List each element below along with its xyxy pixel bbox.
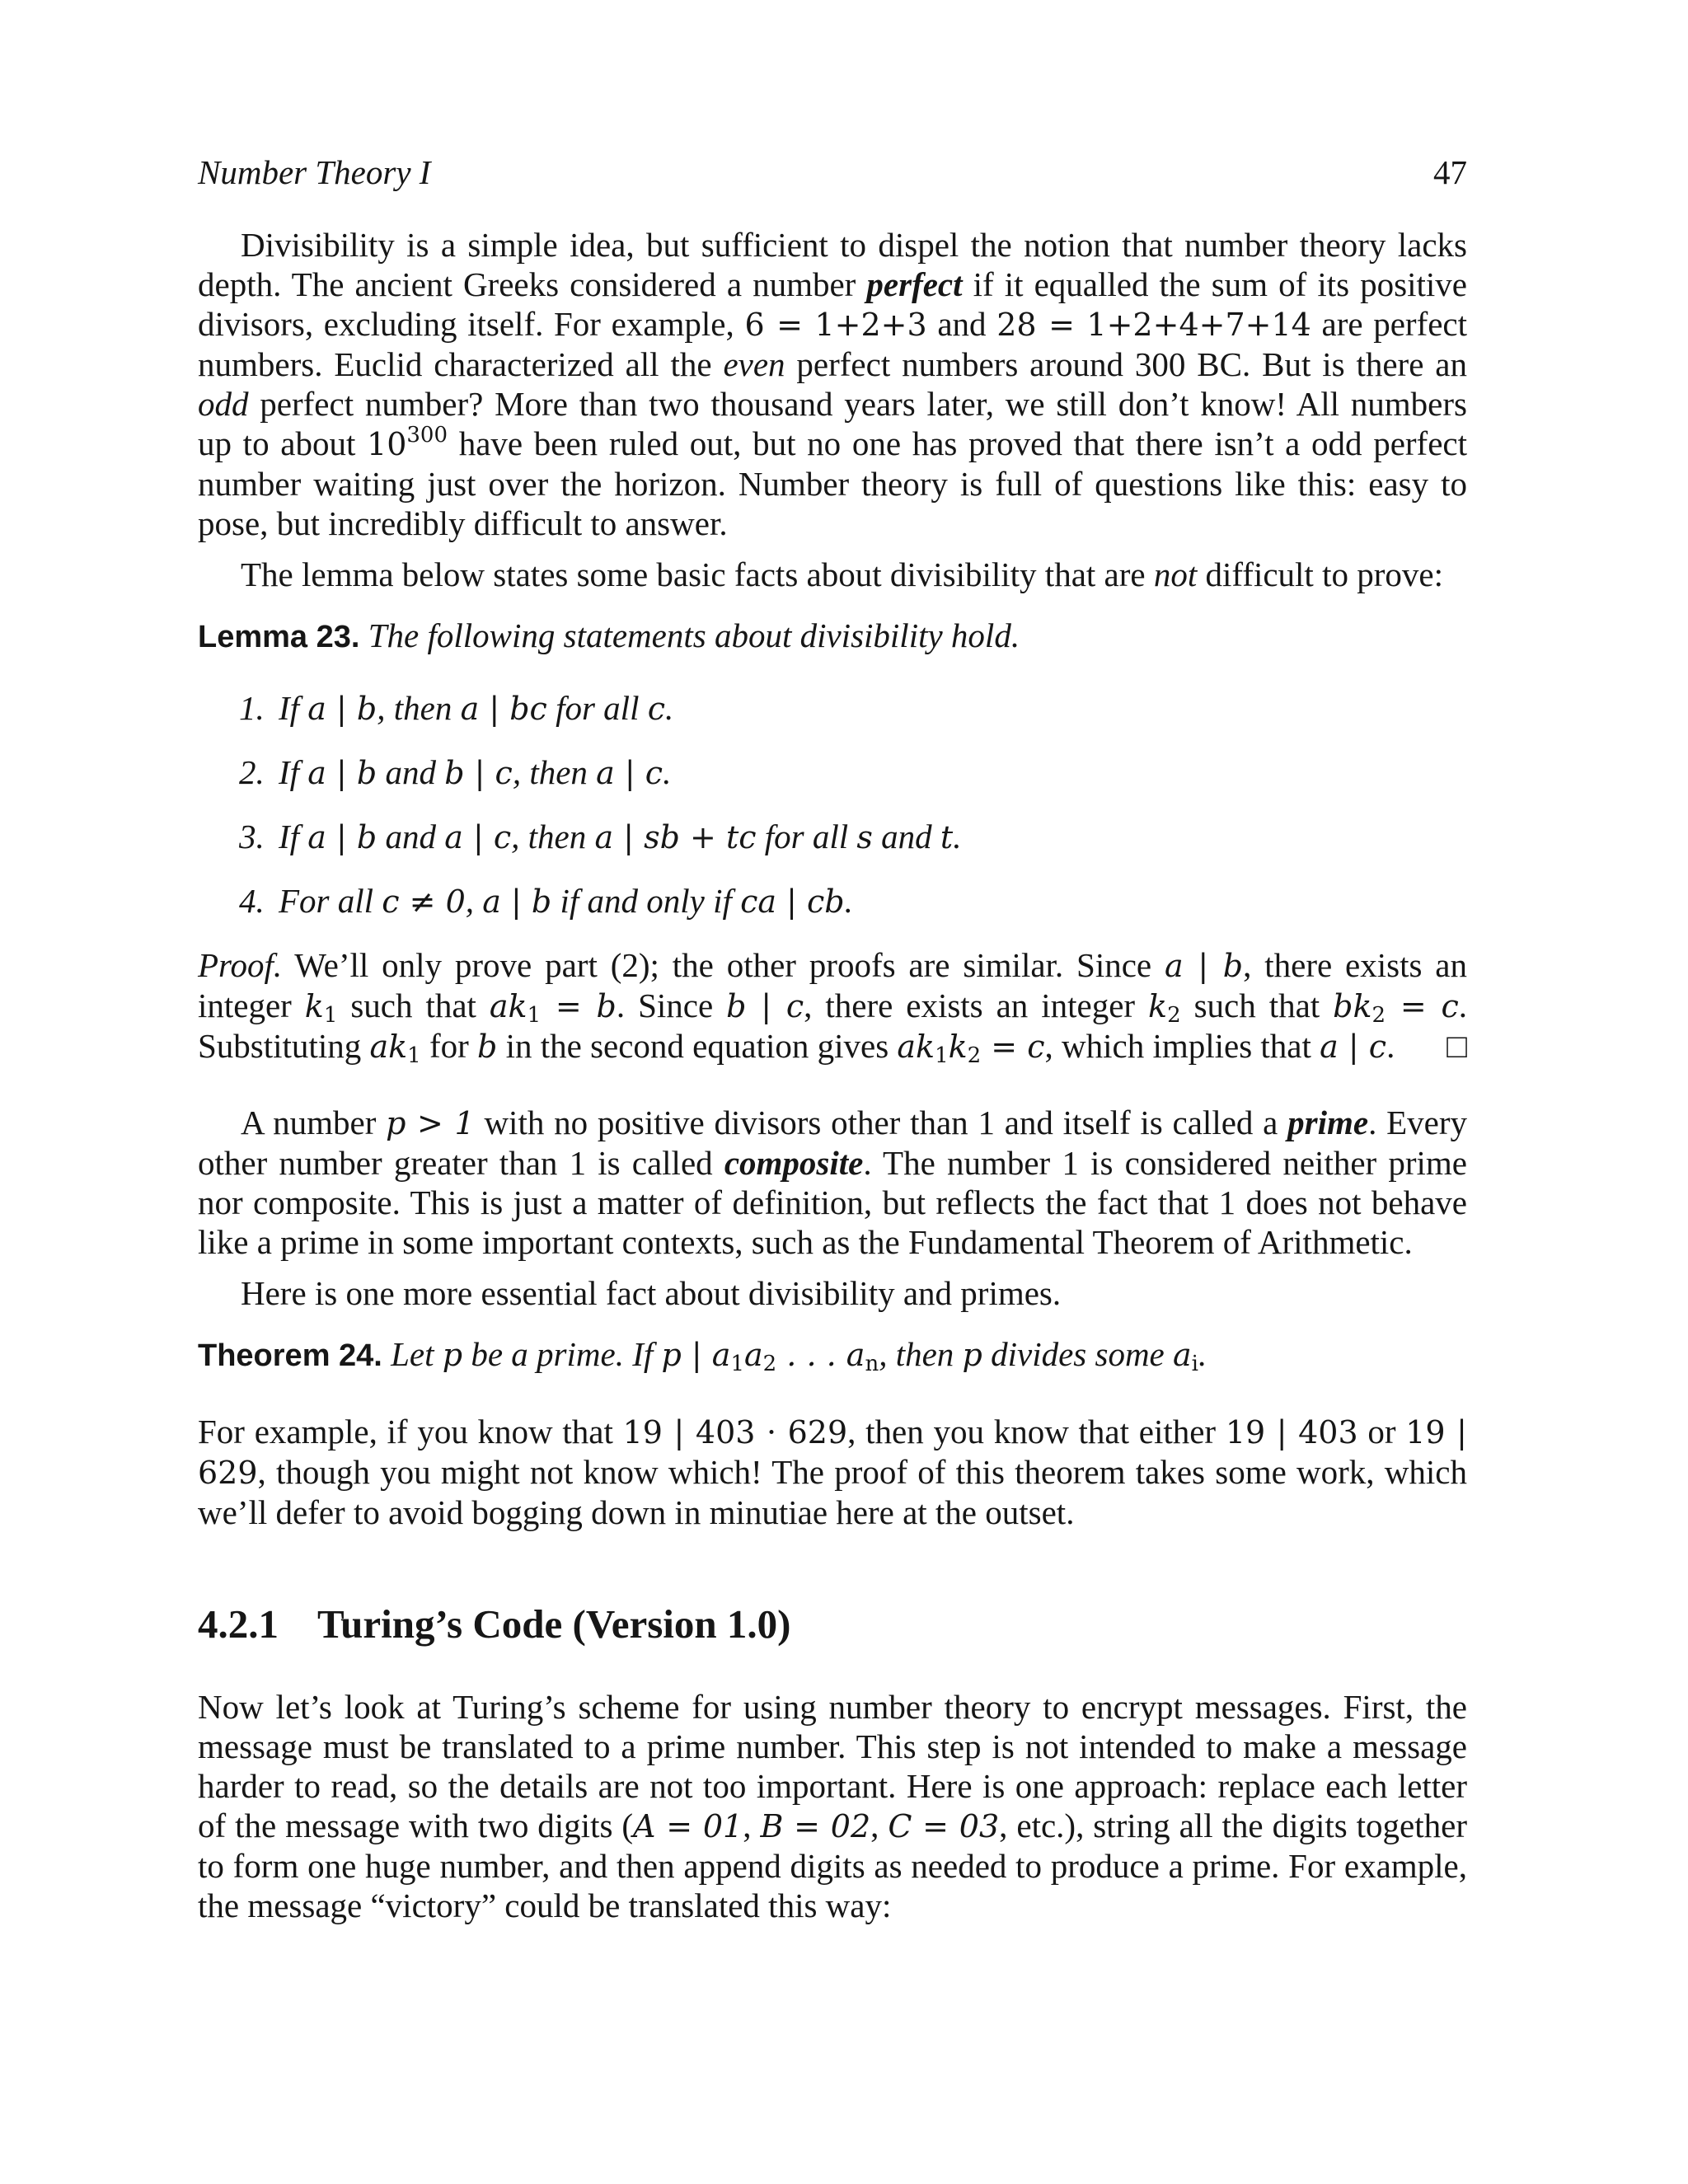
lemma-heading: Lemma 23.	[198, 620, 360, 654]
subscript: i	[1191, 1352, 1198, 1376]
text: ,	[465, 882, 483, 920]
math: p | a	[661, 1337, 731, 1373]
text: if and only if	[551, 882, 741, 920]
proof-paragraph	[198, 945, 1467, 1066]
text: For example, if you know that	[198, 1413, 623, 1451]
paragraph-lemma-intro	[198, 555, 1467, 594]
text: such that	[337, 987, 490, 1024]
term-perfect: perfect	[866, 265, 963, 303]
math: a | sb + tc	[594, 819, 757, 855]
math: = c	[1386, 988, 1459, 1024]
subscript: 2	[1372, 1003, 1386, 1028]
text: be a prime. If	[462, 1335, 662, 1373]
theorem-heading: Theorem 24.	[198, 1338, 382, 1373]
math: c ≠ 0	[382, 883, 466, 920]
paragraph-essential-fact: Here is one more essential fact about divisibility and primes.	[241, 1274, 1062, 1312]
subscript: 1	[527, 1003, 542, 1028]
text: The lemma below states some basic facts about divisibility that are	[241, 555, 1154, 593]
text: .	[1386, 1027, 1395, 1065]
math: a | c	[596, 755, 663, 791]
text: are perfect numbers. Euclid characterized all the	[198, 305, 1468, 383]
math: p > 1	[386, 1105, 475, 1141]
math: p	[442, 1337, 463, 1373]
text: or	[1357, 1413, 1406, 1451]
text: , then	[377, 689, 461, 727]
subscript: 2	[967, 1043, 982, 1068]
text: Now let’s look at Turing’s scheme for using number theory to encrypt messages. First, the message must be translated to a prime number. This step is not intended to make a message harder to read, so the details are not too important. Here is one approach: replace each letter of the message with two digits (	[198, 1688, 1467, 1844]
math: s	[856, 819, 873, 855]
math: k	[1148, 988, 1168, 1024]
math: 19 | 629	[198, 1414, 1467, 1491]
emphasis: odd	[198, 385, 249, 423]
lemma-list	[198, 688, 1467, 921]
text: . The number 1 is considered neither prime nor composite. This is just a matter of definition, but reflects the fact that 1 does not behave like a prime in some important contexts, such as the Fundamental Theorem of Arithmetic.	[198, 1144, 1467, 1261]
math: 28 = 1+2+4+7+14	[996, 307, 1311, 343]
subscript: 1	[323, 1003, 338, 1028]
math: A = 01	[633, 1808, 743, 1844]
text: if it equalled the sum of its positive divisors, excluding itself. For example,	[198, 265, 1467, 343]
list-item	[239, 881, 1467, 921]
text: , etc.), string all the digits together to form one huge number, and then append digits as needed to produce a prime. For example, the message “victory” could be translated this way:	[198, 1807, 1467, 1924]
math: = c	[981, 1029, 1045, 1065]
math: k	[304, 988, 324, 1024]
text: and	[377, 753, 445, 791]
subscript: 2	[1167, 1003, 1181, 1028]
item-number: 1.	[239, 689, 265, 727]
math: a	[744, 1337, 763, 1373]
section-number: 4.2.1	[198, 1601, 279, 1647]
text: perfect numbers around 300 BC. But is there an	[785, 345, 1467, 383]
math: b | c	[726, 988, 804, 1024]
text: and	[926, 305, 997, 343]
text: , there exists an integer	[198, 946, 1467, 1024]
math: bk	[1333, 988, 1372, 1024]
text: , though you might not know which! The proof of this theorem takes some work, which we’ll defer to avoid bogging down in minutiae here at the outset.	[198, 1453, 1467, 1531]
math: 19 | 403	[1225, 1414, 1358, 1451]
text: A number	[241, 1104, 387, 1141]
math: C = 03	[888, 1808, 1000, 1844]
subscript: 1	[407, 1043, 421, 1068]
proof-label: Proof.	[198, 946, 283, 984]
math: a | b	[307, 691, 377, 727]
section-heading	[198, 1601, 1467, 1647]
text: .	[953, 818, 962, 855]
text: perfect number? More than two thousand years later, we still don’t know! All numbers up to about	[198, 385, 1467, 462]
text: for all	[546, 689, 648, 727]
math: ak	[369, 1029, 408, 1065]
math: ak	[897, 1029, 935, 1065]
text: for all	[756, 818, 857, 855]
text: If	[279, 753, 308, 791]
text: . Substituting	[198, 987, 1467, 1065]
theorem-statement	[198, 1334, 1467, 1376]
math: . . . a	[776, 1337, 865, 1373]
emphasis: even	[723, 345, 785, 383]
text: with no positive divisors other than 1 and itself is called a	[474, 1104, 1288, 1141]
emphasis: not	[1153, 555, 1198, 593]
text: have been ruled out, but no one has proved that there isn’t a odd perfect number waiting just over the horizon. Number theory is full of questions like this: easy to pose, but incredibly difficult to answer.	[198, 424, 1467, 542]
text: divides some	[982, 1335, 1174, 1373]
text: . Since	[616, 987, 727, 1024]
item-number: 2.	[239, 753, 265, 791]
text: for	[420, 1027, 478, 1065]
text: The following statements about divisibility hold.	[368, 616, 1020, 654]
lemma-statement	[198, 616, 1467, 657]
text: We’ll only prove part (2); the other proofs are similar. Since	[282, 946, 1165, 984]
math: a | b	[307, 819, 377, 855]
text: , which implies that	[1044, 1027, 1320, 1065]
math: B = 02	[760, 1808, 871, 1844]
page	[198, 152, 1467, 1925]
math: k	[948, 1029, 968, 1065]
text: difficult to prove:	[1197, 555, 1443, 593]
text: .	[665, 689, 674, 727]
list-item	[239, 817, 1467, 857]
qed-box-icon: □	[1447, 1027, 1467, 1065]
text: , then you know that either	[847, 1413, 1226, 1451]
math: 19 | 403 · 629	[622, 1414, 848, 1451]
math: a | b	[1164, 948, 1244, 984]
text: , then	[879, 1335, 963, 1373]
math: c	[647, 691, 666, 727]
page-number: 47	[1433, 153, 1467, 191]
math: ca | cb	[740, 883, 845, 920]
text: , there exists an integer	[804, 987, 1149, 1024]
text: . Every other number greater than 1 is called	[198, 1104, 1467, 1182]
math: a | b	[482, 883, 552, 920]
text: Let	[382, 1335, 443, 1373]
paragraph-example	[198, 1412, 1467, 1532]
text: For all	[279, 882, 382, 920]
exponent: 300	[406, 423, 448, 448]
math: a	[1173, 1337, 1192, 1373]
math: a | c	[1320, 1029, 1387, 1065]
text: , then	[512, 753, 597, 791]
math: a | bc	[460, 691, 547, 727]
math: p	[962, 1337, 982, 1373]
text: .	[1198, 1335, 1207, 1373]
item-number: 3.	[239, 818, 265, 855]
math: = b	[541, 988, 617, 1024]
math: b	[477, 1029, 498, 1065]
math: b | c	[444, 755, 513, 791]
section-title: Turing’s Code (Version 1.0)	[317, 1601, 791, 1647]
item-number: 4.	[239, 882, 265, 920]
text: ,	[743, 1807, 761, 1844]
running-header	[198, 152, 1467, 192]
text: Divisibility is a simple idea, but sufficient to dispel the notion that number theory lacks depth. The ancient Greeks considered a number	[198, 226, 1467, 303]
list-item	[239, 688, 1467, 729]
subscript: 1	[935, 1043, 949, 1068]
math: t	[940, 819, 954, 855]
text: such that	[1180, 987, 1334, 1024]
math: 6 = 1+2+3	[744, 307, 927, 343]
paragraph-prime-definition	[198, 1103, 1467, 1262]
math: ak	[489, 988, 528, 1024]
text: If	[279, 689, 308, 727]
text: ,	[870, 1807, 889, 1844]
text: , then	[511, 818, 595, 855]
text: .	[844, 882, 853, 920]
math: 10	[367, 426, 407, 462]
math: a | c	[444, 819, 512, 855]
subscript: n	[865, 1352, 879, 1376]
term-composite: composite	[724, 1144, 864, 1182]
text: and	[872, 818, 940, 855]
paragraph-turing-code	[198, 1687, 1467, 1925]
subscript: 2	[762, 1352, 777, 1376]
text: .	[663, 753, 672, 791]
subscript: 1	[730, 1352, 745, 1376]
math: a | b	[307, 755, 377, 791]
running-title: Number Theory I	[198, 153, 431, 191]
list-item	[239, 752, 1467, 793]
paragraph-perfect-numbers	[198, 225, 1467, 543]
text: If	[279, 818, 308, 855]
text: and	[377, 818, 445, 855]
term-prime: prime	[1287, 1104, 1369, 1141]
text: in the second equation gives	[497, 1027, 898, 1065]
